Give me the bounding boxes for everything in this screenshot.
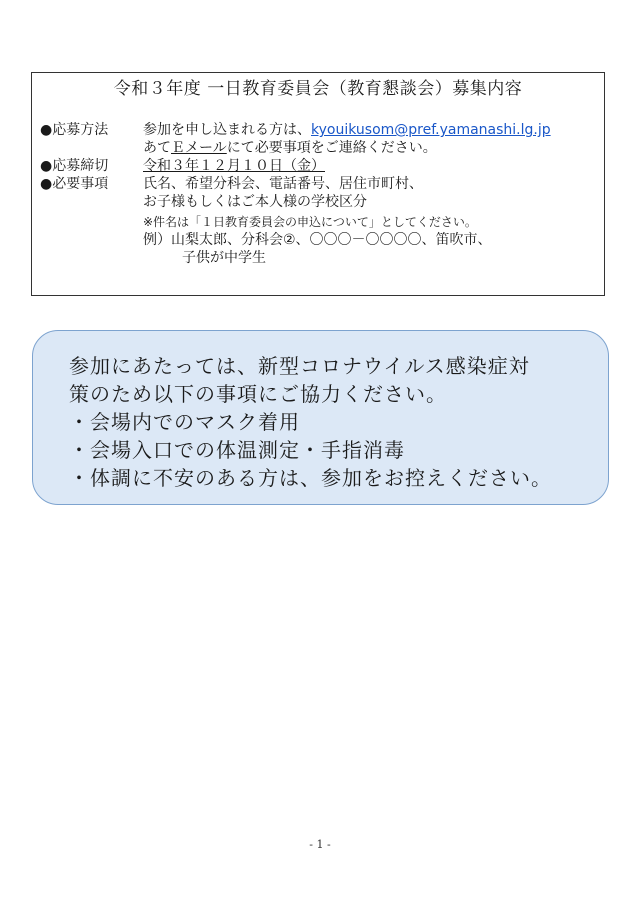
notice-line: ・体調に不安のある方は、参加をお控えください。 [69,466,552,490]
requirements-label: ●必要事項 [40,176,109,192]
deadline-label: ●応募締切 [40,158,109,174]
method-line1-text: 参加を申し込まれる方は、 [143,122,311,138]
method-line2-suffix: にて必要事項をご連絡ください。 [226,140,437,156]
email-link[interactable]: kyouikusom@pref.yamanashi.lg.jp [311,122,551,138]
method-line2-email-word: Ｅメール [171,140,227,156]
requirements-line2: お子様もしくはご本人様の学校区分 [143,194,367,210]
example-line1: 例）山梨太郎、分科会②、〇〇〇－〇〇〇〇、笛吹市、 [143,232,492,248]
recruitment-title: 令和３年度 一日教育委員会（教育懇談会）募集内容 [113,79,523,99]
method-line2-prefix: あて [143,140,171,156]
subject-note: ※件名は「１日教育委員会の申込について」としてください。 [143,215,477,229]
recruitment-box [31,72,605,296]
method-line2 [143,139,437,157]
page-number: - 1 - [309,838,331,851]
notice-line: 策のため以下の事項にご協力ください。 [69,382,447,406]
covid-notice-box [32,330,609,505]
notice-line: ・会場内でのマスク着用 [69,410,300,434]
example-line2: 子供が中学生 [182,250,266,266]
method-label: ●応募方法 [40,122,109,138]
requirements-line1: 氏名、希望分科会、電話番号、居住市町村、 [143,176,423,192]
method-line1 [143,121,551,139]
deadline-value: 令和３年１２月１０日（金） [143,158,325,174]
notice-line: ・会場入口での体温測定・手指消毒 [69,438,405,462]
notice-line: 参加にあたっては、新型コロナウイルス感染症対 [69,354,530,378]
